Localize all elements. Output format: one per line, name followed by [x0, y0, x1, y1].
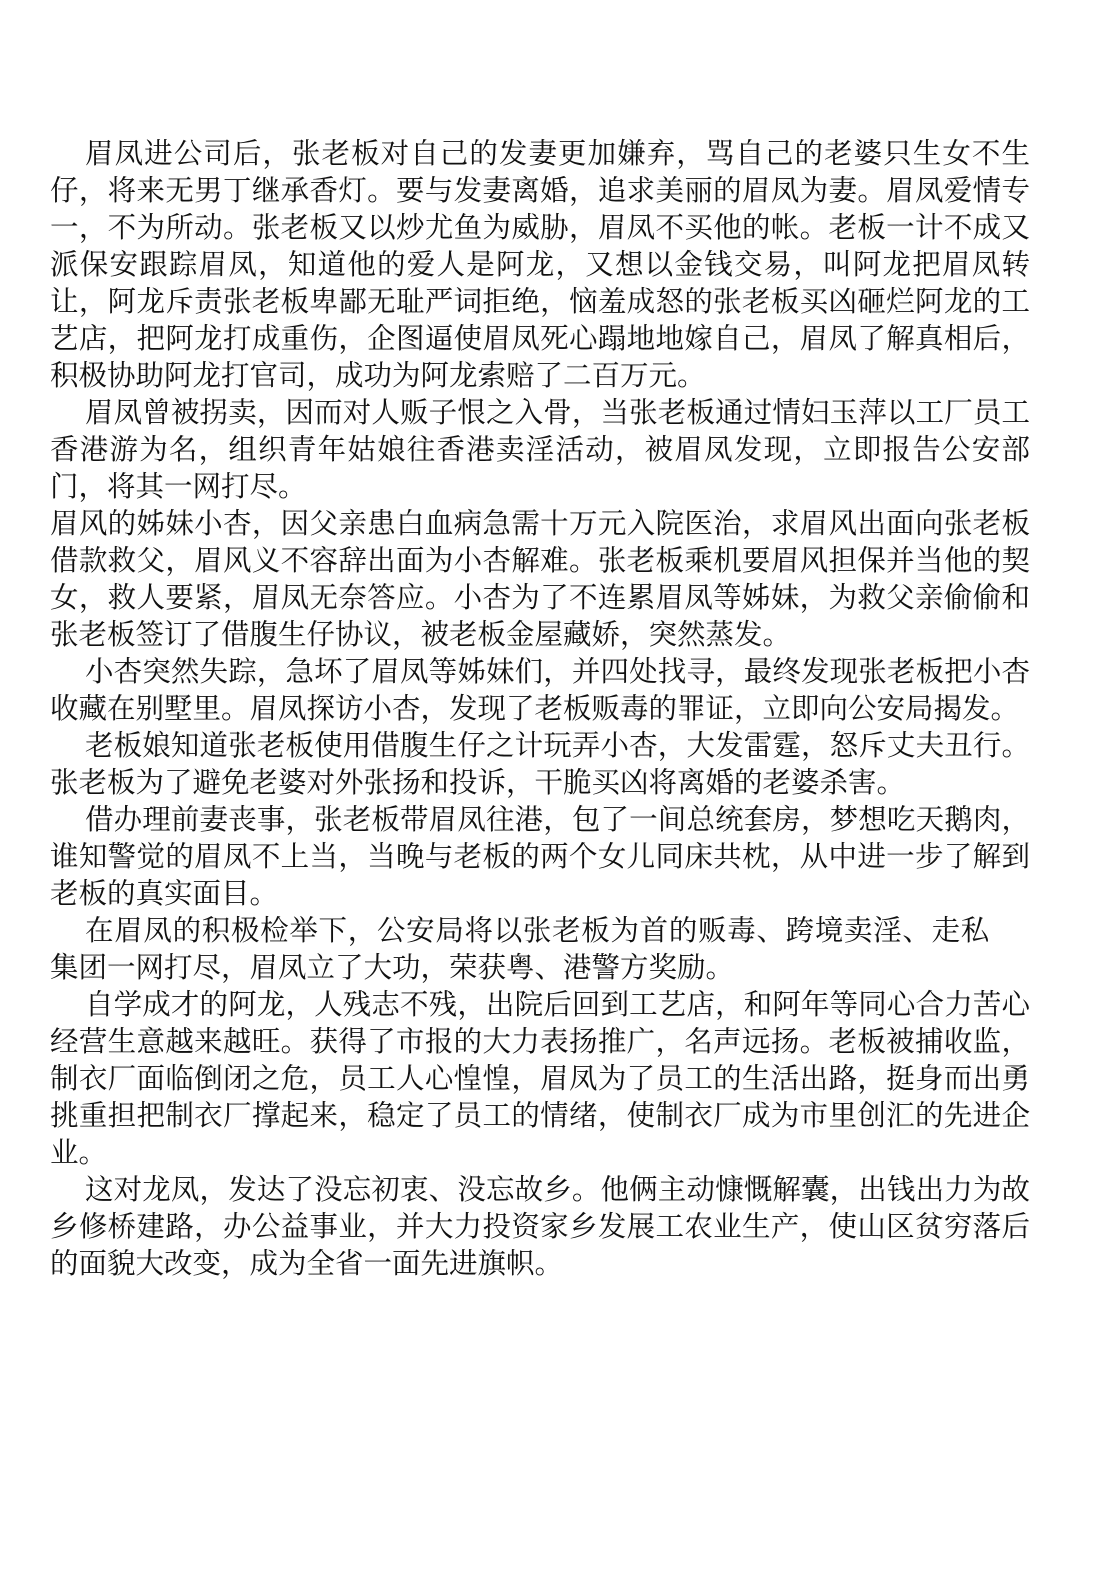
paragraph-4: 小杏突然失踪，急坏了眉凤等姊妹们，并四处找寻，最终发现张老板把小杏收藏在别墅里。眉凤探访小杏，发现了老板贩毒的罪证，立即向公安局揭发。 — [50, 655, 1030, 725]
paragraph-7-head: 在眉凤的积极检举下，公安局将以张老板为首的贩毒、跨境卖淫、走私 — [85, 914, 990, 947]
paragraph-1: 眉凤进公司后，张老板对自己的发妻更加嫌弃，骂自己的老婆只生女不生仔，将来无男丁继承香灯。要与发妻离婚，追求美丽的眉凤为妻。眉凤爱情专一，不为所动。张老板又以炒尤鱼为威胁，眉凤不买他的帐。老板一计不成又派保安跟踪眉凤，知道他的爱人是阿龙，又想以金钱交易，叫阿龙把眉凤转让，阿龙斥责张老板卑鄙无耻严词拒绝，恼羞成怒的张老板买凶砸烂阿龙的工艺店，把阿龙打成重伤，企图逼使眉凤死心蹋地地嫁自己，眉凤了解真相后，积极协助阿龙打官司，成功为阿龙索赔了二百万元。 — [50, 137, 1030, 392]
paragraph-8: 自学成才的阿龙，人残志不残，出院后回到工艺店，和阿年等同心合力苦心经营生意越来越旺。获得了市报的大力表扬推广，名声远扬。老板被捕收监，制衣厂面临倒闭之危，员工人心惶惶，眉凤为了员工的生活出路，挺身而出勇挑重担把制衣厂撑起来，稳定了员工的情绪，使制衣厂成为市里创汇的先进企业。 — [50, 988, 1030, 1169]
paragraph-3: 眉风的姊妹小杏，因父亲患白血病急需十万元入院医治，求眉风出面向张老板借款救父，眉风义不容辞出面为小杏解难。张老板乘机要眉风担保并当他的契女，救人要紧，眉凤无奈答应。小杏为了不连累眉凤等姊妹，为救父亲偷偷和张老板签订了借腹生仔协议，被老板金屋藏娇，突然蒸发。 — [50, 507, 1030, 651]
paragraph-7 — [50, 912, 1030, 986]
document-body — [50, 135, 1030, 1282]
paragraph-2: 眉凤曾被拐卖，因而对人贩子恨之入骨，当张老板通过情妇玉萍以工厂员工香港游为名，组织青年姑娘往香港卖淫活动，被眉凤发现，立即报告公安部门，将其一网打尽。 — [50, 396, 1030, 503]
paragraph-9: 这对龙凤，发达了没忘初衷、没忘故乡。他俩主动慷慨解囊，出钱出力为故乡修桥建路，办公益事业，并大力投资家乡发展工农业生产，使山区贫穷落后的面貌大改变，成为全省一面先进旗帜。 — [50, 1173, 1030, 1280]
paragraph-6: 借办理前妻丧事，张老板带眉凤往港，包了一间总统套房，梦想吃天鹅肉，谁知警觉的眉凤不上当，当晚与老板的两个女儿同床共枕，从中进一步了解到老板的真实面目。 — [50, 803, 1030, 910]
paragraph-7-tail: 集团一网打尽，眉凤立了大功，荣获粤、港警方奖励。 — [50, 951, 735, 984]
paragraph-5: 老板娘知道张老板使用借腹生仔之计玩弄小杏，大发雷霆，怒斥丈夫丑行。张老板为了避免老婆对外张扬和投诉，干脆买凶将离婚的老婆杀害。 — [50, 729, 1030, 799]
